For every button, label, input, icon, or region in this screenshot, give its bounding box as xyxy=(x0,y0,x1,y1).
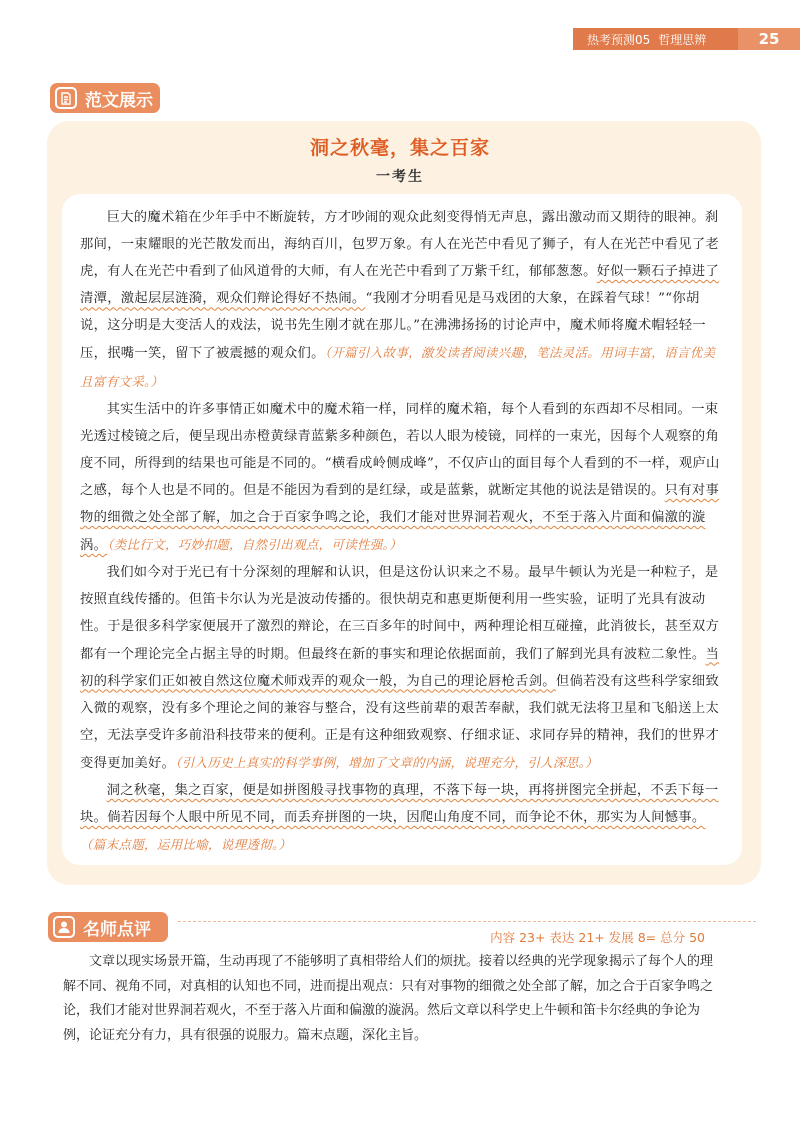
header-crumb xyxy=(573,31,706,48)
essay-paragraph: 巨大的魔术箱在少年手中不断旋转，方才吵闹的观众此刻变得悄无声息，露出激动而又期待的眼神。刹那间，一束耀眼的光芒散发而出，海纳百川，包罗万象。有人在光芒中看见了狮子，有人在光芒中看见了老虎，有人在光芒中看到了仙风道骨的大师，有人在光芒中看到了万紫千红，郁郁葱葱。好似一颗石子掉进了清潭，激起层层涟漪，观众们辩论得好不热闹。“我刚才分明看见是马戏团的大象，在踩着气球！”“你胡说，这分明是大变活人的戏法，说书先生刚才就在那儿。”在沸沸扬扬的讨论声中，魔术师将魔术帽轻轻一压，抿嘴一笑，留下了被震撼的观众们。（开篇引入故事，激发读者阅读兴趣，笔法灵活。用词丰富，语言优美且富有文采。） xyxy=(80,210,720,389)
section-tag-review xyxy=(48,912,168,942)
teacher-icon xyxy=(53,916,75,938)
section-tag-essay xyxy=(50,83,160,113)
annotation-note: （类比行文，巧妙扣题，自然引出观点，可读性强。） xyxy=(107,537,402,553)
essay-body xyxy=(80,204,720,859)
highlight-sentence: 洞之秋毫，集之百家，便是如拼图般寻找事物的真理，不落下每一块，再将拼图完全拼起，不丢下每一块。倘若因每个人眼中所见不同，而丢弃拼图的一块，因爬山角度不同，而争论不休，那实为人间憾事。 xyxy=(80,782,719,826)
page-number: 25 xyxy=(738,28,800,50)
header-series: 热考预测05 xyxy=(587,32,651,47)
document-icon xyxy=(55,87,77,109)
divider xyxy=(178,921,756,922)
annotation-note: （引入历史上真实的科学事例，增加了文章的内涵，说理充分，引人深思。） xyxy=(175,754,598,770)
essay-paragraph: 我们如今对于光已有十分深刻的理解和认识，但是这份认识来之不易。最早牛顿认为光是一种粒子，是按照直线传播的。但笛卡尔认为光是波动传播的。很快胡克和惠更斯便利用一些实验，证明了光具有波动性。于是很多科学家便展开了激烈的辩论，在三百多年的时间中，两种理论相互碰撞，此消彼长，甚至双方都有一个理论完全占据主导的时期。但最终在新的事实和理论依据面前，我们了解到光具有波粒二象性。当初的科学家们正如被自然这位魔术师戏弄的观众一般，为自己的理论唇枪舌剑。但倘若没有这些科学家细致入微的观察，没有多个理论之间的兼容与整合，没有这些前辈的艰苦奉献，我们就无法将卫星和飞船送上太空，无法享受许多前沿科技带来的便利。正是有这种细致观察、仔细求证、求同存异的精神，我们的世界才变得更加美好。（引入历史上真实的科学事例，增加了文章的内涵，说理充分，引人深思。） xyxy=(80,565,720,771)
essay-paragraph: 其实生活中的许多事情正如魔术中的魔术箱一样，同样的魔术箱，每个人看到的东西却不尽相同。一束光透过棱镜之后，便呈现出赤橙黄绿青蓝紫多种颜色，若以人眼为棱镜，同样的一束光，因每个人观察的角度不同，所得到的结果也可能是不同的。“横看成岭侧成峰”，不仅庐山的面目每个人看到的不一样，观庐山之感，每个人也是不同的。但是不能因为看到的是红绿，或是蓝紫，就断定其他的说法是错误的。只有对事物的细微之处全部了解，加之合于百家争鸣之论，我们才能对世界洞若观火，不至于落入片面和偏激的漩涡。（类比行文，巧妙扣题，自然引出观点，可读性强。） xyxy=(80,401,720,554)
highlight-sentence: 好似一颗石子掉进了清潭，激起层层涟漪，观众们辩论得好不热闹。 xyxy=(80,264,720,307)
comment-text: 文章以现实场景开篇，生动再现了不能够明了真相带给人们的烦扰。接着以经典的光学现象揭示了每个人的理解不同、视角不同，对真相的认知也不同，进而提出观点：只有对事物的细微之处全部了解，加之合于百家争鸣之论，我们才能对世界洞若观火，不至于落入片面和偏激的漩涡。然后文章以科学史上牛顿和笛卡尔经典的争论为例，论证充分有力，具有很强的说服力。篇末点题，深化主旨。 xyxy=(63,954,714,1043)
teacher-comment xyxy=(63,950,725,1048)
annotation-note: （开篇引入故事，激发读者阅读兴趣，笔法灵活。用词丰富，语言优美且富有文采。） xyxy=(80,345,716,389)
header-topic: 哲理思辨 xyxy=(658,32,707,47)
highlight-sentence: 只有对事物的细微之处全部了解，加之合于百家争鸣之论，我们才能对世界洞若观火，不至于落入片面和偏激的漩涡。 xyxy=(80,482,720,554)
essay-paragraph xyxy=(80,777,720,859)
score-summary: 内容 23+ 表达 21+ 发展 8= 总分 50 xyxy=(490,930,705,945)
annotation-note: （篇末点题，运用比喻，说理透彻。） xyxy=(80,837,292,853)
page-header xyxy=(573,28,800,50)
essay-author: 一考生 xyxy=(376,169,424,185)
highlight-sentence: 当初的科学家们正如被自然这位魔术师戏弄的观众一般，为自己的理论唇枪舌剑。 xyxy=(80,646,720,689)
section-review-label: 名师点评 xyxy=(83,919,151,940)
essay-title: 洞之秋毫，集之百家 xyxy=(309,137,490,159)
section-essay-label: 范文展示 xyxy=(85,90,153,111)
